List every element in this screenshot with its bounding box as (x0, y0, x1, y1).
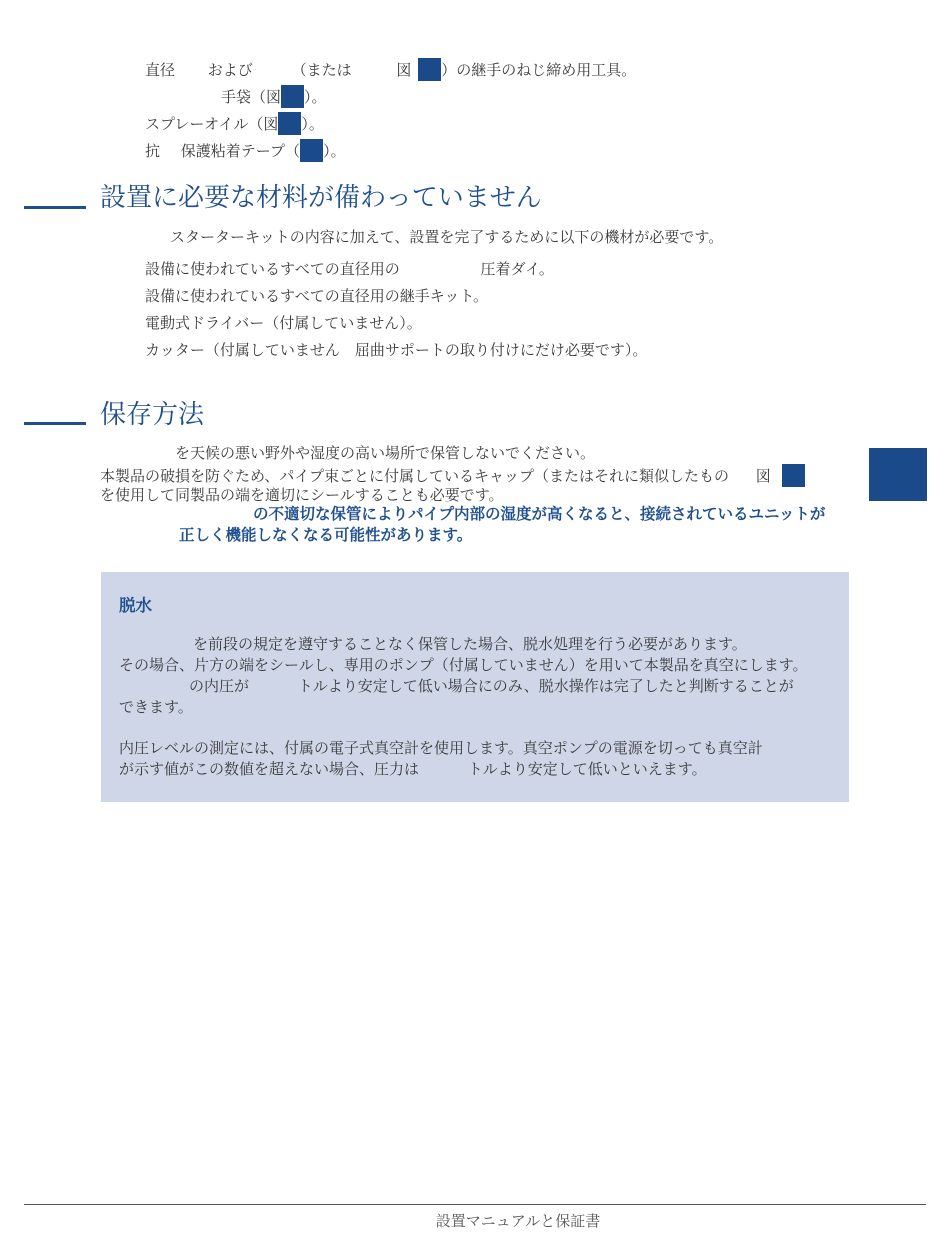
figure-ref-block (782, 464, 805, 487)
tool-item-text: 手袋（図 (221, 88, 282, 106)
storage-paragraph-2 (100, 464, 805, 487)
note-text: が示す値がこの数値を超えない場合、圧力は (119, 760, 420, 778)
section-rule (24, 422, 86, 425)
figure-ref-block (281, 85, 304, 108)
materials-item-fittings: 設備に使われているすべての直径用の継手キット。 (145, 287, 489, 305)
tool-item-text: ）の継手のねじ締め用工具。 (441, 61, 637, 79)
note-line (119, 676, 835, 697)
tool-item-text: スプレーオイル（図 (145, 115, 279, 133)
footer-rule (24, 1204, 926, 1205)
figure-ref-block (418, 58, 441, 81)
note-text: トルより安定して低いといえます。 (467, 760, 707, 778)
tool-item-wrench (145, 58, 636, 81)
materials-intro: スターターキットの内容に加えて、設置を完了するために以下の機材が必要です。 (170, 228, 724, 246)
tool-item-text: 保護粘着テープ（ (180, 142, 301, 160)
figure-ref-block (300, 139, 323, 162)
tool-item-text: および (207, 61, 253, 79)
storage-paragraph-1: を天候の悪い野外や湿度の高い場所で保管しないでください。 (175, 444, 596, 462)
section-heading-materials: 設置に必要な材料が備わっていません (100, 183, 542, 213)
tool-item-text: ）。 (304, 88, 327, 106)
materials-item-screwdriver: 電動式ドライバー（付属していません）。 (145, 314, 422, 332)
figure-ref-block (278, 112, 301, 135)
note-text: の内圧が (189, 677, 250, 695)
materials-item-cutter: カッター（付属していません 屈曲サポートの取り付けにだけ必要です）。 (145, 341, 648, 359)
section-heading-storage: 保存方法 (100, 400, 205, 430)
storage-text: 図 (755, 467, 771, 485)
tool-item-spray-oil (145, 112, 324, 135)
storage-text: 本製品の破損を防ぐため、パイプ束ごとに付属しているキャップ（またはそれに類似したもの (100, 467, 729, 485)
dehydration-note-box (101, 572, 849, 802)
tool-item-text: （または (291, 61, 352, 79)
materials-item-dies (145, 259, 554, 279)
note-text: トルより安定して低い場合にのみ、脱水操作は完了したと判断することが (297, 677, 794, 695)
tool-item-text: 抗 (145, 142, 161, 160)
note-line: その場合、片方の端をシールし、専用のポンプ（付属していません）を用いて本製品を真空にします。 (119, 656, 808, 674)
tool-item-text: 図 (396, 61, 412, 79)
storage-paragraph-3: を使用して同製品の端を適切にシールすることも必要です。 (100, 486, 504, 504)
materials-item-text: 圧着ダイ。 (480, 260, 554, 278)
materials-item-text: 設備に使われているすべての直径用の (145, 260, 400, 278)
tool-item-gloves (221, 85, 327, 108)
chapter-tab (869, 448, 927, 501)
note-line: できます。 (119, 698, 193, 716)
footer-title: 設置マニュアルと保証書 (435, 1212, 601, 1230)
tool-item-text: ）。 (323, 142, 346, 160)
note-title: 脱水 (119, 596, 152, 615)
section-rule (24, 206, 86, 209)
storage-warning-line-1: の不適切な保管によりパイプ内部の湿度が高くなると、接続されているユニットが (253, 505, 826, 523)
tool-item-tape (145, 139, 346, 162)
note-line: 内圧レベルの測定には、付属の電子式真空計を使用します。真空ポンプの電源を切っても真空計 (119, 739, 763, 757)
note-line: を前段の規定を遵守することなく保管した場合、脱水処理を行う必要があります。 (193, 635, 747, 653)
tool-item-text: 直径 (145, 61, 176, 79)
note-line (119, 759, 835, 780)
tool-item-text: ）。 (301, 115, 324, 133)
storage-warning-line-2: 正しく機能しなくなる可能性があります。 (179, 526, 473, 544)
